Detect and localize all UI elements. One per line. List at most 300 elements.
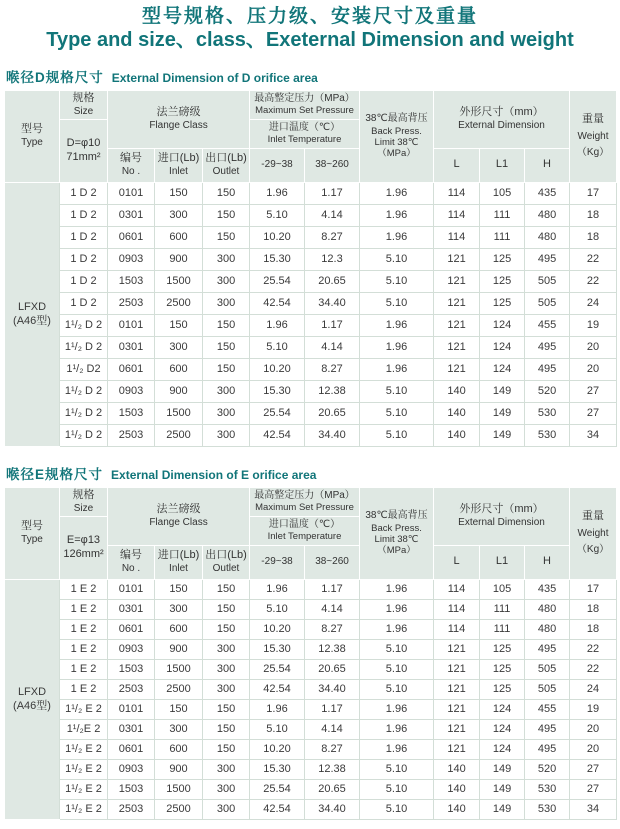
table-row <box>5 380 617 402</box>
dim-l1-cell: 125 <box>480 639 525 659</box>
dim-h-cell: 480 <box>525 226 570 248</box>
table-body <box>5 182 617 446</box>
label-zh: 最高整定压力（MPa） <box>254 489 355 501</box>
dim-l-cell: 121 <box>434 639 480 659</box>
setpress-38-260-cell: 8.27 <box>305 619 360 639</box>
section-heading-zh: 喉径D规格尺寸 <box>6 69 104 85</box>
outlet-lb-cell: 300 <box>203 779 250 799</box>
label-zh: 规格 <box>72 91 95 104</box>
dim-l1-cell: 105 <box>480 579 525 599</box>
setpress-38-260-cell: 1.17 <box>305 182 360 204</box>
dim-l-cell: 140 <box>434 779 480 799</box>
weight-cell: 20 <box>570 739 617 759</box>
spec-table-e <box>4 487 617 820</box>
label-en: Inlet Temperature <box>267 531 342 543</box>
table-header <box>5 90 617 182</box>
dim-l-cell: 140 <box>434 402 480 424</box>
model-type-label: LFXD <box>17 301 47 314</box>
setpress-29-38-cell: 1.96 <box>250 579 305 599</box>
dim-l1-cell: 111 <box>480 226 525 248</box>
setpress-29-38-cell: 1.96 <box>250 699 305 719</box>
setpress-29-38-cell: 1.96 <box>250 182 305 204</box>
dim-l1-cell: 124 <box>480 336 525 358</box>
backpress-limit-cell: 1.96 <box>360 619 434 639</box>
setpress-29-38-cell: 10.20 <box>250 619 305 639</box>
backpress-limit-cell: 5.10 <box>360 248 434 270</box>
size-cell: 1¹/₂ D 2 <box>60 402 108 424</box>
table-row <box>5 579 617 599</box>
label-zh: 出口(Lb) <box>205 549 247 562</box>
setpress-29-38-cell: 25.54 <box>250 659 305 679</box>
label-zh: 法兰磅级 <box>156 106 201 119</box>
outlet-lb-cell: 150 <box>203 739 250 759</box>
dim-h-cell: 480 <box>525 599 570 619</box>
section-heading-e <box>6 463 616 484</box>
dim-h-cell: 505 <box>525 679 570 699</box>
weight-cell: 18 <box>570 204 617 226</box>
dim-l1-cell: 124 <box>480 358 525 380</box>
inlet-lb-cell: 1500 <box>155 402 203 424</box>
setpress-38-260-cell: 12.38 <box>305 380 360 402</box>
setpress-29-38-cell: 5.10 <box>250 336 305 358</box>
col-header-l <box>434 148 480 182</box>
setpress-38-260-cell: 4.14 <box>305 204 360 226</box>
col-header-l <box>434 545 480 579</box>
col-header-outlet <box>203 148 250 182</box>
page-title-zh: 型号规格、压力级、安装尺寸及重量 <box>141 6 478 27</box>
dim-l1-cell: 111 <box>480 204 525 226</box>
weight-cell: 20 <box>570 719 617 739</box>
outlet-lb-cell: 300 <box>203 659 250 679</box>
backpress-limit-cell: 1.96 <box>360 699 434 719</box>
size-cell: 1¹/₂ E 2 <box>60 759 108 779</box>
outlet-lb-cell: 300 <box>203 380 250 402</box>
no-cell: 2503 <box>108 799 155 819</box>
outlet-lb-cell: 300 <box>203 270 250 292</box>
col-header-flange-class <box>108 90 250 148</box>
outlet-lb-cell: 300 <box>203 759 250 779</box>
setpress-38-260-cell: 20.65 <box>305 779 360 799</box>
inlet-lb-cell: 2500 <box>155 799 203 819</box>
dim-l1-cell: 105 <box>480 182 525 204</box>
inlet-lb-cell: 2500 <box>155 424 203 446</box>
setpress-38-260-cell: 4.14 <box>305 599 360 619</box>
label-en: Outlet <box>212 166 240 178</box>
dim-l-cell: 114 <box>434 204 480 226</box>
weight-cell: 22 <box>570 248 617 270</box>
dim-h-cell: 520 <box>525 759 570 779</box>
outlet-lb-cell: 150 <box>203 599 250 619</box>
dim-h-cell: 505 <box>525 270 570 292</box>
label: H <box>543 555 551 568</box>
col-header-inlet-temperature <box>250 516 360 545</box>
setpress-29-38-cell: 42.54 <box>250 292 305 314</box>
no-cell: 0301 <box>108 719 155 739</box>
no-cell: 0601 <box>108 226 155 248</box>
backpress-limit-cell: 5.10 <box>360 424 434 446</box>
label-zh: 38℃最高背压 <box>365 113 428 124</box>
model-type-label: LFXD <box>17 686 47 699</box>
size-cell: 1¹/₂ D2 <box>60 358 108 380</box>
dim-h-cell: 505 <box>525 292 570 314</box>
no-cell: 0601 <box>108 739 155 759</box>
dim-l1-cell: 149 <box>480 779 525 799</box>
dim-l1-cell: 149 <box>480 402 525 424</box>
weight-cell: 34 <box>570 799 617 819</box>
col-header-flange-class <box>108 487 250 545</box>
weight-cell: 22 <box>570 270 617 292</box>
model-type-note: (A46型) <box>13 700 51 713</box>
backpress-limit-cell: 5.10 <box>360 679 434 699</box>
label-en: No . <box>121 563 141 575</box>
outlet-lb-cell: 150 <box>203 226 250 248</box>
dim-l1-cell: 111 <box>480 619 525 639</box>
label-en: No . <box>121 166 141 178</box>
setpress-29-38-cell: 42.54 <box>250 799 305 819</box>
label-zh: 进口(Lb) <box>157 152 200 165</box>
size-cell: 1 E 2 <box>60 579 108 599</box>
setpress-38-260-cell: 8.27 <box>305 358 360 380</box>
outlet-lb-cell: 150 <box>203 336 250 358</box>
no-cell: 0101 <box>108 699 155 719</box>
col-header-inlet <box>155 148 203 182</box>
table-row <box>5 779 617 799</box>
dim-l-cell: 121 <box>434 659 480 679</box>
col-header-inlet-temperature <box>250 119 360 148</box>
page-title <box>4 6 616 52</box>
outlet-lb-cell: 150 <box>203 579 250 599</box>
inlet-lb-cell: 1500 <box>155 270 203 292</box>
setpress-38-260-cell: 4.14 <box>305 336 360 358</box>
setpress-38-260-cell: 12.3 <box>305 248 360 270</box>
label-en: Inlet Temperature <box>267 134 342 146</box>
label-zh: 最高整定压力（MPa） <box>254 92 355 104</box>
label-zh: 出口(Lb) <box>205 152 247 165</box>
col-header-max-set-pressure <box>250 487 360 516</box>
label-zh: 法兰磅级 <box>156 503 201 516</box>
no-cell: 1503 <box>108 659 155 679</box>
dim-l1-cell: 125 <box>480 659 525 679</box>
setpress-38-260-cell: 4.14 <box>305 719 360 739</box>
setpress-29-38-cell: 25.54 <box>250 402 305 424</box>
inlet-lb-cell: 900 <box>155 759 203 779</box>
dim-h-cell: 530 <box>525 779 570 799</box>
dim-l-cell: 121 <box>434 719 480 739</box>
dim-l1-cell: 124 <box>480 739 525 759</box>
outlet-lb-cell: 150 <box>203 699 250 719</box>
label-en: Outlet <box>212 563 240 575</box>
label-en: Back Press. <box>371 125 422 137</box>
setpress-29-38-cell: 5.10 <box>250 204 305 226</box>
dim-l-cell: 121 <box>434 292 480 314</box>
dim-l1-cell: 149 <box>480 799 525 819</box>
size-cell: 1 E 2 <box>60 599 108 619</box>
label-en: Size <box>73 502 94 514</box>
label: L1 <box>495 555 509 568</box>
dim-h-cell: 520 <box>525 380 570 402</box>
weight-cell: 27 <box>570 759 617 779</box>
table-row <box>5 424 617 446</box>
table-row <box>5 679 617 699</box>
dim-l1-cell: 149 <box>480 380 525 402</box>
no-cell: 0101 <box>108 314 155 336</box>
section-heading-en: External Dimension of E orifice area <box>111 467 317 482</box>
setpress-38-260-cell: 20.65 <box>305 402 360 424</box>
label-en: Size <box>73 105 94 117</box>
label-en: Weight <box>577 131 609 143</box>
setpress-38-260-cell: 34.40 <box>305 424 360 446</box>
inlet-lb-cell: 150 <box>155 182 203 204</box>
col-header-weight <box>570 90 617 182</box>
table-row <box>5 699 617 719</box>
table-header <box>5 487 617 579</box>
inlet-lb-cell: 600 <box>155 226 203 248</box>
outlet-lb-cell: 150 <box>203 358 250 380</box>
inlet-lb-cell: 600 <box>155 358 203 380</box>
dim-h-cell: 495 <box>525 336 570 358</box>
no-cell: 1503 <box>108 402 155 424</box>
outlet-lb-cell: 300 <box>203 248 250 270</box>
size-cell: 1¹/₂ D 2 <box>60 336 108 358</box>
label-en: Inlet <box>169 563 188 575</box>
backpress-limit-cell: 1.96 <box>360 226 434 248</box>
col-header-size <box>60 487 108 516</box>
setpress-38-260-cell: 20.65 <box>305 270 360 292</box>
inlet-lb-cell: 2500 <box>155 292 203 314</box>
label: 38~260 <box>315 159 349 171</box>
label-en: Flange Class <box>149 120 208 132</box>
label-en: External Dimension <box>458 120 545 132</box>
col-header-back-pressure <box>360 487 434 579</box>
label-en: Type <box>21 137 43 149</box>
no-cell: 0903 <box>108 248 155 270</box>
label-unit: （Kg） <box>576 147 610 159</box>
dim-l-cell: 121 <box>434 336 480 358</box>
no-cell: 0903 <box>108 759 155 779</box>
outlet-lb-cell: 150 <box>203 719 250 739</box>
col-header-l1 <box>480 545 525 579</box>
table-row <box>5 314 617 336</box>
dim-l1-cell: 124 <box>480 719 525 739</box>
dim-l-cell: 140 <box>434 424 480 446</box>
label-zh: 外形尺寸（mm） <box>459 503 544 516</box>
dim-h-cell: 495 <box>525 739 570 759</box>
table-row <box>5 619 617 639</box>
setpress-38-260-cell: 1.17 <box>305 314 360 336</box>
label-zh: 编号 <box>120 549 142 562</box>
col-header-h <box>525 545 570 579</box>
dim-h-cell: 435 <box>525 182 570 204</box>
table-row <box>5 759 617 779</box>
dim-l1-cell: 125 <box>480 679 525 699</box>
dim-l-cell: 114 <box>434 579 480 599</box>
dim-l-cell: 121 <box>434 248 480 270</box>
setpress-29-38-cell: 25.54 <box>250 270 305 292</box>
dim-l1-cell: 149 <box>480 424 525 446</box>
col-header-no <box>108 148 155 182</box>
no-cell: 0101 <box>108 579 155 599</box>
col-header-h <box>525 148 570 182</box>
orifice-line1: D=φ10 <box>66 137 101 150</box>
section-heading-d <box>6 66 616 87</box>
dim-l-cell: 140 <box>434 380 480 402</box>
dim-h-cell: 480 <box>525 204 570 226</box>
col-header-size <box>60 90 108 119</box>
label-en: Limit 38℃ <box>374 533 419 545</box>
size-cell: 1 E 2 <box>60 659 108 679</box>
dim-l-cell: 121 <box>434 314 480 336</box>
inlet-lb-cell: 600 <box>155 739 203 759</box>
model-type-note: (A46型) <box>13 315 51 328</box>
backpress-limit-cell: 1.96 <box>360 599 434 619</box>
dim-l-cell: 140 <box>434 759 480 779</box>
setpress-38-260-cell: 20.65 <box>305 659 360 679</box>
col-header-external-dimension <box>434 90 570 148</box>
inlet-lb-cell: 1500 <box>155 779 203 799</box>
section-heading-en: External Dimension of D orifice area <box>111 70 318 85</box>
label-en: Inlet <box>169 166 188 178</box>
dim-l-cell: 121 <box>434 270 480 292</box>
col-header-no <box>108 545 155 579</box>
no-cell: 2503 <box>108 292 155 314</box>
backpress-limit-cell: 1.96 <box>360 204 434 226</box>
weight-cell: 20 <box>570 336 617 358</box>
weight-cell: 22 <box>570 659 617 679</box>
weight-cell: 17 <box>570 182 617 204</box>
page-title-en: Type and size、class、Exeternal Dimension and weight <box>46 28 574 51</box>
dim-l-cell: 140 <box>434 799 480 819</box>
inlet-lb-cell: 300 <box>155 336 203 358</box>
dim-h-cell: 495 <box>525 719 570 739</box>
model-type-cell <box>5 579 60 819</box>
backpress-limit-cell: 1.96 <box>360 182 434 204</box>
inlet-lb-cell: 600 <box>155 619 203 639</box>
table-row <box>5 248 617 270</box>
backpress-limit-cell: 5.10 <box>360 380 434 402</box>
setpress-29-38-cell: 15.30 <box>250 759 305 779</box>
label-zh: 型号 <box>21 123 43 136</box>
label-unit: （MPa） <box>377 148 416 160</box>
backpress-limit-cell: 5.10 <box>360 402 434 424</box>
col-header-type <box>5 487 60 579</box>
setpress-38-260-cell: 12.38 <box>305 759 360 779</box>
size-cell: 1¹/₂ E 2 <box>60 799 108 819</box>
inlet-lb-cell: 150 <box>155 699 203 719</box>
weight-cell: 18 <box>570 599 617 619</box>
label-zh: 编号 <box>120 152 142 165</box>
label-en: Type <box>21 534 43 546</box>
outlet-lb-cell: 150 <box>203 204 250 226</box>
dim-l1-cell: 149 <box>480 759 525 779</box>
dim-h-cell: 455 <box>525 314 570 336</box>
dim-h-cell: 480 <box>525 619 570 639</box>
label: -29~38 <box>261 556 293 568</box>
backpress-limit-cell: 5.10 <box>360 639 434 659</box>
orifice-line2: 71mm² <box>66 150 101 163</box>
label-en: Maximum Set Pressure <box>255 502 354 514</box>
size-cell: 1¹/₂ E 2 <box>60 739 108 759</box>
setpress-29-38-cell: 1.96 <box>250 314 305 336</box>
inlet-lb-cell: 300 <box>155 204 203 226</box>
setpress-38-260-cell: 12.38 <box>305 639 360 659</box>
size-cell: 1 E 2 <box>60 639 108 659</box>
setpress-29-38-cell: 42.54 <box>250 424 305 446</box>
label-zh: 38℃最高背压 <box>365 510 428 521</box>
orifice-line1: E=φ13 <box>66 534 101 547</box>
setpress-29-38-cell: 10.20 <box>250 739 305 759</box>
inlet-lb-cell: 900 <box>155 639 203 659</box>
dim-h-cell: 495 <box>525 639 570 659</box>
inlet-lb-cell: 900 <box>155 248 203 270</box>
label-en: Weight <box>577 528 609 540</box>
setpress-29-38-cell: 15.30 <box>250 639 305 659</box>
size-cell: 1 D 2 <box>60 248 108 270</box>
weight-cell: 20 <box>570 358 617 380</box>
label-zh: 重量 <box>582 510 605 523</box>
size-cell: 1 D 2 <box>60 182 108 204</box>
label-unit: （MPa） <box>377 545 416 557</box>
size-cell: 1 E 2 <box>60 619 108 639</box>
setpress-38-260-cell: 34.40 <box>305 292 360 314</box>
no-cell: 0601 <box>108 619 155 639</box>
dim-h-cell: 495 <box>525 358 570 380</box>
weight-cell: 22 <box>570 639 617 659</box>
no-cell: 0301 <box>108 599 155 619</box>
backpress-limit-cell: 5.10 <box>360 779 434 799</box>
size-cell: 1¹/₂E 2 <box>60 719 108 739</box>
table-row <box>5 204 617 226</box>
setpress-29-38-cell: 10.20 <box>250 226 305 248</box>
table-row <box>5 799 617 819</box>
no-cell: 0301 <box>108 336 155 358</box>
dim-l-cell: 121 <box>434 739 480 759</box>
col-header-temp-low <box>250 148 305 182</box>
label-zh: 进口温度（℃） <box>268 518 341 530</box>
dim-l-cell: 114 <box>434 619 480 639</box>
dim-h-cell: 495 <box>525 248 570 270</box>
setpress-29-38-cell: 25.54 <box>250 779 305 799</box>
col-header-weight <box>570 487 617 579</box>
col-header-temp-low <box>250 545 305 579</box>
setpress-29-38-cell: 15.30 <box>250 380 305 402</box>
setpress-38-260-cell: 1.17 <box>305 579 360 599</box>
spec-table-d <box>4 90 617 447</box>
outlet-lb-cell: 150 <box>203 182 250 204</box>
no-cell: 1503 <box>108 270 155 292</box>
setpress-38-260-cell: 8.27 <box>305 739 360 759</box>
label-en: Limit 38℃ <box>374 136 419 148</box>
size-cell: 1 D 2 <box>60 204 108 226</box>
setpress-38-260-cell: 8.27 <box>305 226 360 248</box>
label-zh: 重量 <box>582 113 605 126</box>
weight-cell: 27 <box>570 779 617 799</box>
label-zh: 外形尺寸（mm） <box>459 106 544 119</box>
col-header-outlet <box>203 545 250 579</box>
backpress-limit-cell: 1.96 <box>360 314 434 336</box>
outlet-lb-cell: 300 <box>203 799 250 819</box>
dim-l1-cell: 124 <box>480 314 525 336</box>
size-cell: 1¹/₂ D 2 <box>60 380 108 402</box>
dim-l-cell: 114 <box>434 226 480 248</box>
label: -29~38 <box>261 159 293 171</box>
table-row <box>5 599 617 619</box>
dim-h-cell: 435 <box>525 579 570 599</box>
backpress-limit-cell: 5.10 <box>360 270 434 292</box>
table-row <box>5 292 617 314</box>
no-cell: 0301 <box>108 204 155 226</box>
col-header-temp-high <box>305 148 360 182</box>
size-cell: 1¹/₂ E 2 <box>60 779 108 799</box>
